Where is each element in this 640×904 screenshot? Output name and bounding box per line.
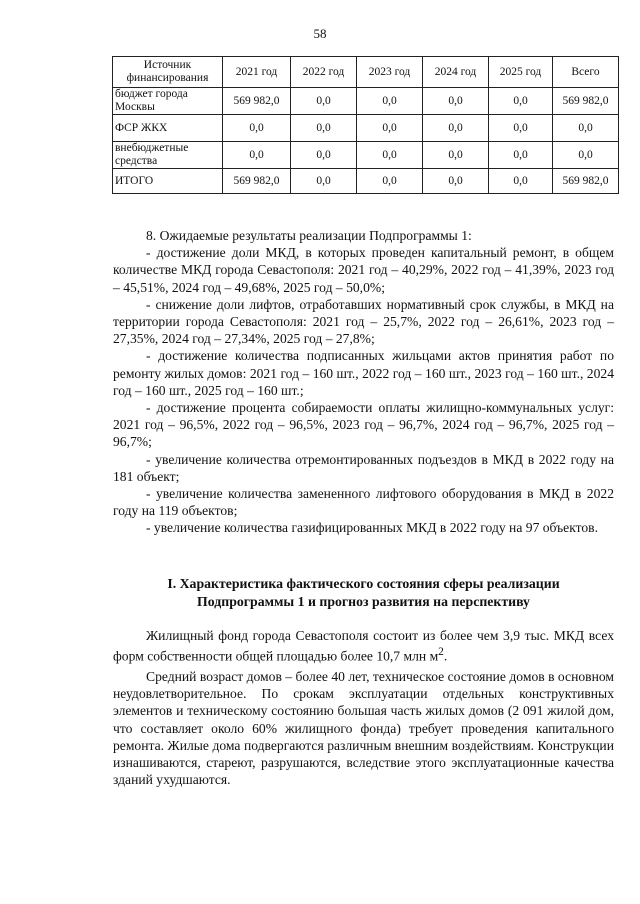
column-header-2021: 2021 год [223,57,291,88]
table-cell: 0,0 [423,169,489,194]
paragraph [113,627,614,665]
result-item: - достижение количества подписанных жильцами актов принятия работ по ремонту жилых домов: 2021 год – 160 шт., 2022 год – 160 шт., 2023 год – 160 шт., 2024 год – 160 шт., 2025 год – 160 шт.; [113,348,614,398]
column-header-total: Всего [553,57,619,88]
table-cell: 0,0 [357,142,423,169]
financing-table [112,56,619,194]
table-cell: 0,0 [553,142,619,169]
table-cell: 0,0 [423,88,489,115]
table-cell-source: ФСР ЖКХ [113,115,223,142]
table-cell: 0,0 [357,88,423,115]
column-header-2022: 2022 год [291,57,357,88]
table-cell: 0,0 [489,142,553,169]
table-cell: 0,0 [291,88,357,115]
column-header-source: Источник финансирования [113,57,223,88]
result-item: - достижение доли МКД, в которых проведен капитальный ремонт, в общем количестве МКД города Севастополя: 2021 год – 40,29%, 2022 год – 41,39%, 2023 год – 45,51%, 2024 год – 49,68%, 2025 год – 50,0%; [113,245,614,295]
table-cell: 569 982,0 [223,88,291,115]
section-title [113,575,614,610]
column-header-2023: 2023 год [357,57,423,88]
results-heading: 8. Ожидаемые результаты реализации Подпрограммы 1: [146,228,472,243]
table-row [113,115,619,142]
table-cell-source: внебюджетные средства [113,142,223,169]
page-number: 58 [313,26,327,41]
section-title-line: I. Характеристика фактического состояния сферы реализации [167,576,560,591]
result-item: - достижение процента собираемости оплаты жилищно-коммунальных услуг: 2021 год – 96,5%, 2022 год – 96,5%, 2023 год – 96,7%, 2024 год – 96,7%, 2025 год – 96,7%; [113,400,614,450]
table-cell: 0,0 [489,169,553,194]
table-cell: 0,0 [423,115,489,142]
table-cell: 569 982,0 [553,169,619,194]
table-cell: 0,0 [291,142,357,169]
paragraph-text: Жилищный фонд города Севастополя состоит из более чем 3,9 тыс. МКД всех форм собственности общей площадью более 10,7 млн м [113,628,614,664]
result-item: - увеличение количества отремонтированных подъездов в МКД в 2022 году на 181 объект; [113,451,614,484]
table-cell: 0,0 [223,115,291,142]
expected-results [113,227,614,537]
result-item: - увеличение количества замененного лифтового оборудования в МКД в 2022 году на 119 объектов; [113,486,614,519]
table-cell: 0,0 [489,88,553,115]
table-cell: 0,0 [291,115,357,142]
column-header-2024: 2024 год [423,57,489,88]
table-cell: 569 982,0 [553,88,619,115]
table-cell: 0,0 [357,115,423,142]
table-cell: 569 982,0 [223,169,291,194]
paragraph-end: . [443,648,448,664]
paragraph: Средний возраст домов – более 40 лет, техническое состояние домов в основном неудовлетворительное. По срокам эксплуатации отдельных конструктивных элементов и техническому состоянию большая часть жилых домов (2 091 жилой дом, что составляет около 60% жилищного фонда) требует проведения капитального ремонта. Жилые дома подвергаются различным внешним воздействиям. Конструкции изнашиваются, стареют, разрушаются, вследствие этого эксплуатационные качества зданий ухудшаются. [113,668,614,788]
column-header-2025: 2025 год [489,57,553,88]
table-cell: 0,0 [553,115,619,142]
section-body [113,627,614,788]
table-cell: 0,0 [223,142,291,169]
table-total-row [113,169,619,194]
result-item: - увеличение количества газифицированных МКД в 2022 году на 97 объектов. [146,520,598,536]
table-row [113,88,619,115]
table-cell-source: бюджет города Москвы [113,88,223,115]
table-cell-source: ИТОГО [113,169,223,194]
section-title-line: Подпрограммы 1 и прогноз развития на перспективу [197,593,530,609]
result-item: - снижение доли лифтов, отработавших нормативный срок службы, в МКД на территории города Севастополя: 2021 год – 25,7%, 2022 год – 26,61%, 2023 год – 27,35%, 2024 год – 27,34%, 2025 год – 27,8%; [113,296,614,347]
table-cell: 0,0 [357,169,423,194]
superscript: 2 [438,646,444,659]
table-row [113,142,619,169]
table-header-row [113,57,619,88]
table-cell: 0,0 [423,142,489,169]
table-cell: 0,0 [489,115,553,142]
table-cell: 0,0 [291,169,357,194]
